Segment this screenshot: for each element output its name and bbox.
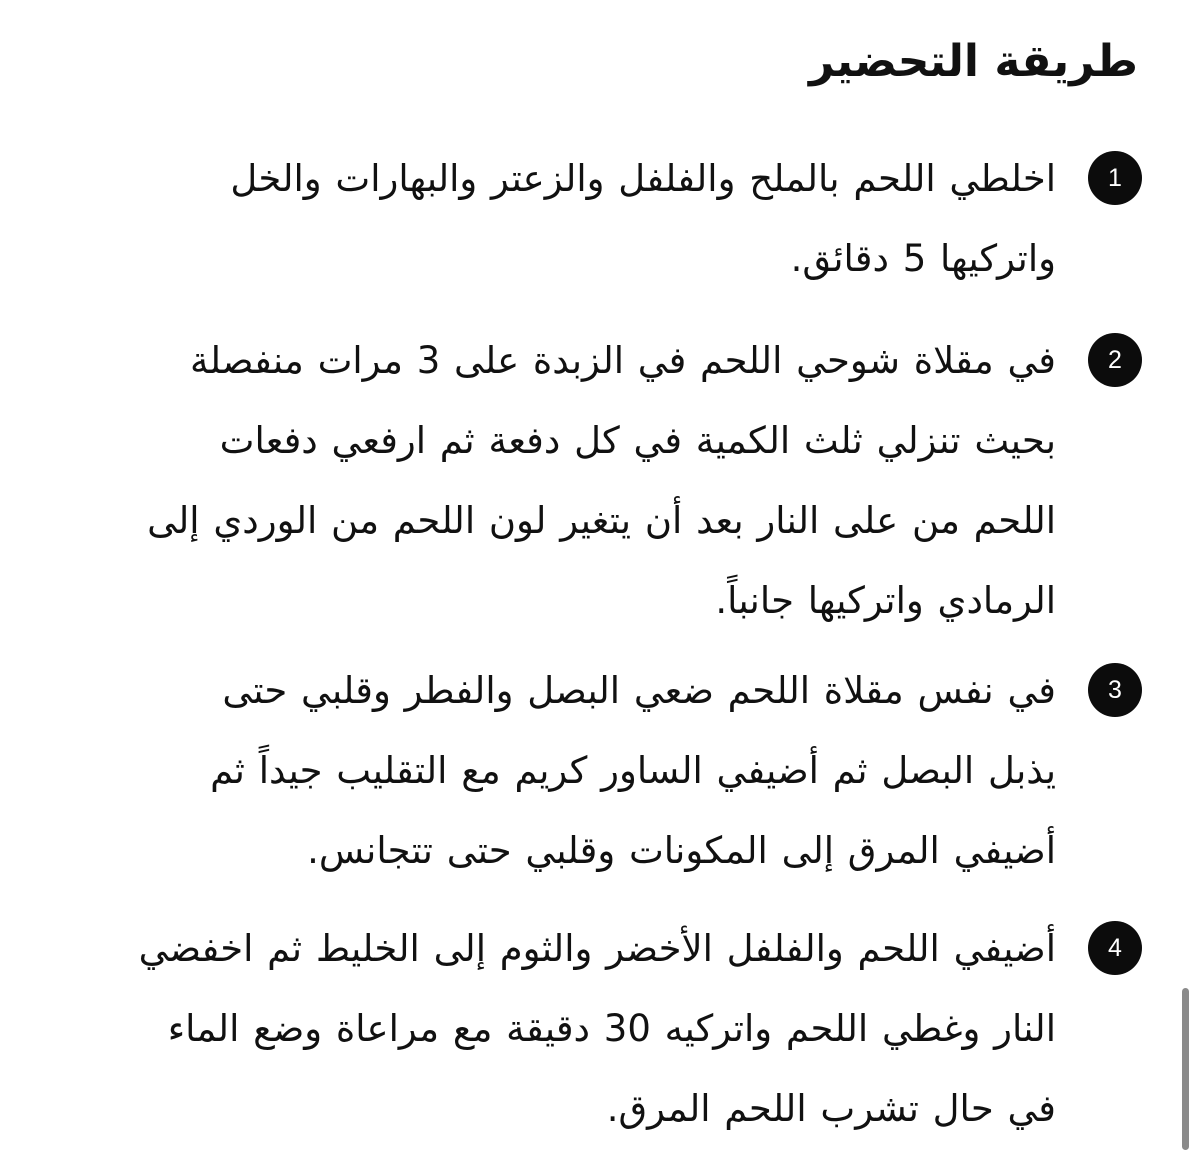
step-text xyxy=(76,909,1056,1149)
step-text-line: في حال تشرب اللحم المرق. xyxy=(606,1087,1056,1130)
step-number-badge: 1 xyxy=(1088,151,1142,205)
step-text-line: النار وغطي اللحم واتركيه 30 دقيقة مع مراعاة وضع الماء xyxy=(167,1007,1056,1050)
step-text xyxy=(76,651,1056,891)
step-text-line: اخلطي اللحم بالملح والفلفل والزعتر والبهارات والخل xyxy=(230,157,1056,200)
step-text xyxy=(76,139,1056,299)
step-text-line: اللحم من على النار بعد أن يتغير لون اللحم من الوردي إلى xyxy=(147,499,1056,542)
step-number-badge: 4 xyxy=(1088,921,1142,975)
step-number-badge: 3 xyxy=(1088,663,1142,717)
vertical-scrollbar[interactable] xyxy=(1182,988,1189,1150)
step-text-line: واتركيها 5 دقائق. xyxy=(790,237,1056,280)
step-text-line: في مقلاة شوحي اللحم في الزبدة على 3 مرات منفصلة xyxy=(189,339,1056,382)
step-text-line: أضيفي اللحم والفلفل الأخضر والثوم إلى الخليط ثم اخفضي xyxy=(138,927,1056,970)
step-text-line: أضيفي المرق إلى المكونات وقلبي حتى تتجانس. xyxy=(307,829,1056,872)
step-text-line: بحيث تنزلي ثلث الكمية في كل دفعة ثم ارفعي دفعات xyxy=(219,419,1056,462)
step-number-badge: 2 xyxy=(1088,333,1142,387)
step-text-line: يذبل البصل ثم أضيفي الساور كريم مع التقليب جيداً ثم xyxy=(210,749,1056,792)
step-text xyxy=(76,321,1056,641)
section-title: طريقة التحضير xyxy=(809,36,1138,87)
step-text-line: في نفس مقلاة اللحم ضعي البصل والفطر وقلبي حتى xyxy=(222,669,1056,712)
step-text-line: الرمادي واتركيها جانباً. xyxy=(715,579,1056,622)
